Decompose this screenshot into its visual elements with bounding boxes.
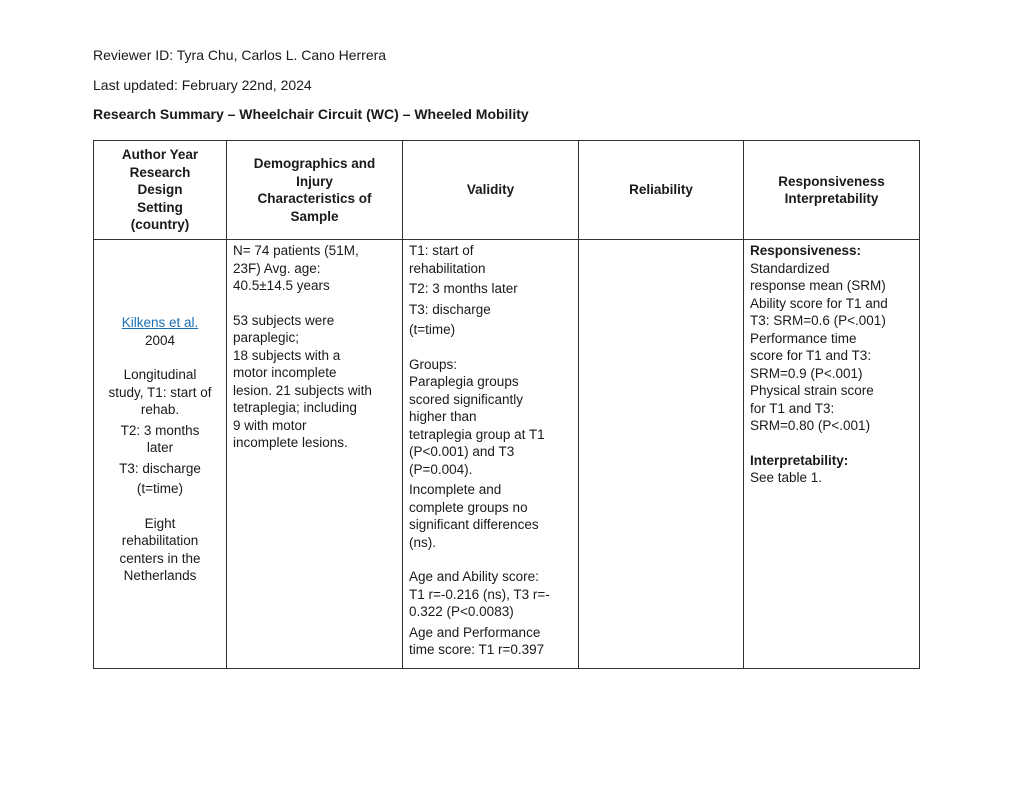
responsiveness-line: Ability score for T1 and [750,295,888,311]
header-demographics-line: Injury [296,173,333,189]
validity-line: T1 r=-0.216 (ns), T3 r=- [409,586,550,602]
validity-line: T3: discharge [409,301,491,317]
cell-responsiveness [744,240,920,669]
cell-validity [403,240,579,669]
kilkens-citation-link[interactable]: Kilkens et al. [121,315,199,330]
header-demographics [227,141,403,240]
demographics-line: 23F) Avg. age: [233,260,321,276]
validity-line: time score: T1 r=0.397 [409,642,545,657]
demographics-line: 18 subjects with a [233,347,341,363]
responsiveness-line: for T1 and T3: [750,400,835,416]
design-line: Longitudinal [123,367,197,382]
demographics-line: 9 with motor [233,417,307,433]
header-author-line: (country) [130,217,190,233]
demographics-line: lesion. 21 subjects with [233,382,372,398]
validity-line: Groups: [409,356,458,372]
document-title: Research Summary – Wheelchair Circuit (WC) – Wheeled Mobility [93,106,529,122]
validity-line: scored significantly [409,391,524,407]
demographics-line: paraplegic; [233,330,300,345]
validity-line: (t=time) [409,322,456,337]
demographics-line: 40.5±14.5 years [233,278,330,293]
setting-line: centers in the [119,550,201,566]
responsiveness-line: SRM=0.9 (P<.001) [750,365,863,381]
design-line: (t=time) [136,481,184,496]
validity-line: Incomplete and [409,482,502,497]
cell-demographics [227,240,403,669]
cell-reliability [579,240,744,669]
header-responsiveness-line: Responsiveness [778,173,885,189]
design-line: T2: 3 months [120,422,200,438]
header-reliability: Reliability [579,141,744,240]
setting-line: rehabilitation [121,533,199,548]
responsiveness-line: Performance time [750,330,857,346]
responsiveness-line: Standardized [750,260,830,276]
header-author-line: Design [137,182,183,198]
design-line: T3: discharge [119,460,201,476]
setting-line: Eight [144,515,176,531]
design-line: rehab. [140,402,180,417]
responsiveness-line: SRM=0.80 (P<.001) [750,418,871,433]
responsiveness-line: Physical strain score [750,383,874,398]
validity-line: T2: 3 months later [409,281,518,296]
validity-line: (P=0.004). [409,461,473,477]
validity-line: tetraplegia group at T1 [409,426,545,442]
study-year: 2004 [144,332,176,348]
design-line: later [146,440,174,455]
header-demographics-line: Characteristics of [257,191,372,206]
validity-line: higher than [409,409,477,424]
header-author-line: Research [129,164,191,180]
table-row [94,240,920,669]
responsiveness-line: T3: SRM=0.6 (P<.001) [750,313,886,328]
validity-line: Age and Ability score: [409,569,539,584]
design-line: study, T1: start of [108,384,212,400]
header-responsiveness-line: Interpretability [784,191,879,206]
header-author-line: Author Year [121,147,199,163]
demographics-line: tetraplegia; including [233,400,357,415]
table-header-row [94,141,920,240]
validity-line: Age and Performance [409,624,541,640]
header-author [94,141,227,240]
setting-line: Netherlands [123,568,197,583]
interpretability-heading: Interpretability: [750,452,849,468]
validity-line: 0.322 (P<0.0083) [409,604,514,619]
header-demographics-line: Demographics and [253,156,376,171]
demographics-line: 53 subjects were [233,312,335,328]
demographics-line: N= 74 patients (51M, [233,243,359,258]
responsiveness-heading: Responsiveness: [750,243,862,258]
validity-line: complete groups no [409,499,528,515]
header-validity: Validity [403,141,579,240]
validity-line: (P<0.001) and T3 [409,444,515,459]
validity-line: significant differences [409,517,539,532]
demographics-line: incomplete lesions. [233,435,348,450]
validity-line: rehabilitation [409,260,486,276]
reviewer-id: Reviewer ID: Tyra Chu, Carlos L. Cano Herrera [93,47,387,63]
validity-line: T1: start of [409,243,474,258]
research-summary-table [93,140,920,669]
header-demographics-line: Sample [290,208,339,224]
cell-author [94,240,227,669]
header-responsiveness [744,141,920,240]
validity-line: Paraplegia groups [409,374,519,389]
responsiveness-line: response mean (SRM) [750,278,886,293]
validity-line: (ns). [409,534,436,550]
responsiveness-line: score for T1 and T3: [750,348,872,363]
header-author-line: Setting [137,199,183,215]
demographics-line: motor incomplete [233,365,337,380]
last-updated: Last updated: February 22nd, 2024 [93,77,312,93]
interpretability-text: See table 1. [750,470,823,485]
